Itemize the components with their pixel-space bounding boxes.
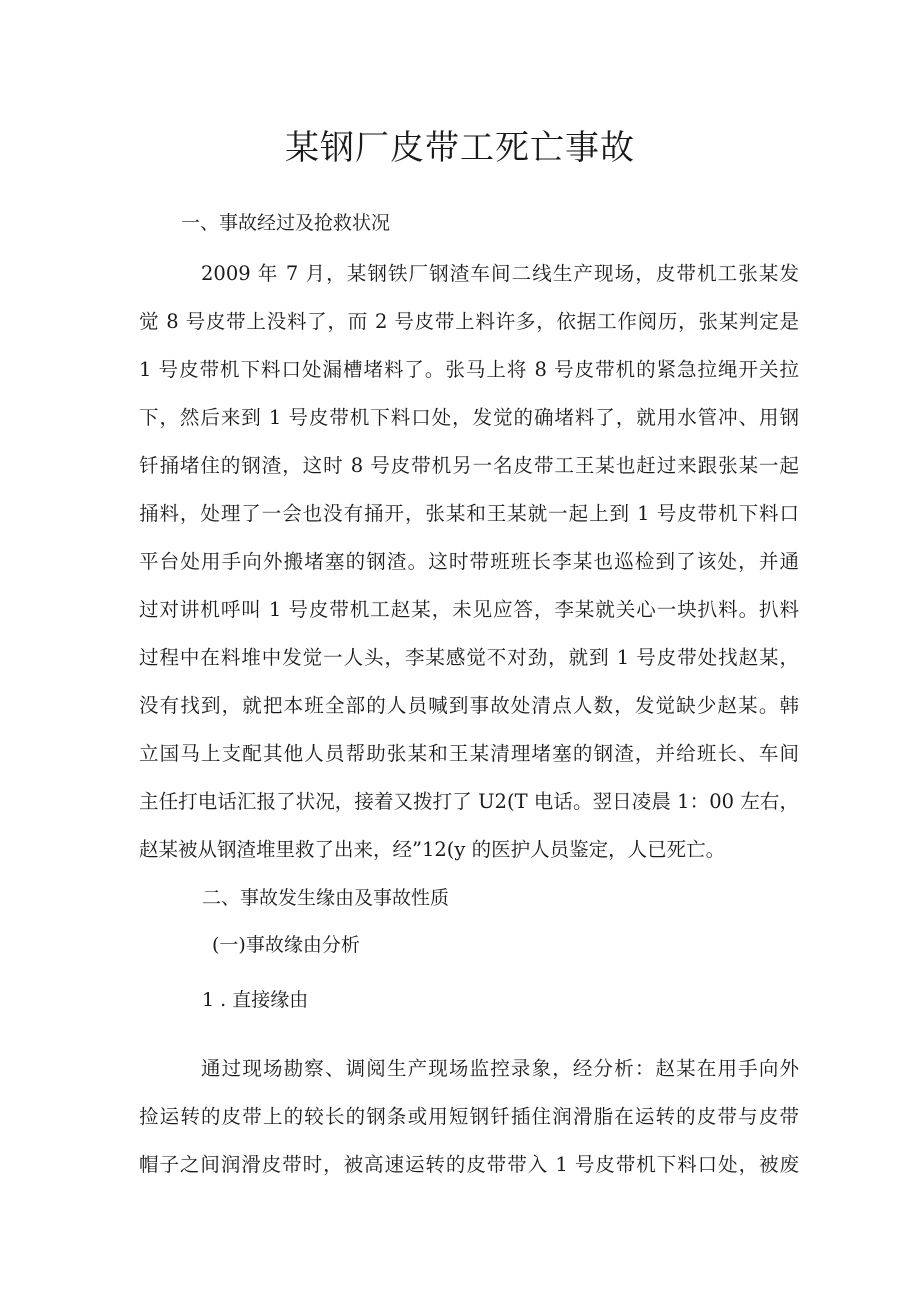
paragraph-line: 帽子之间润滑皮带时，被高速运转的皮带带入 1 号皮带机下料口处，被废 [139, 1153, 799, 1176]
paragraph-direct-cause [139, 1045, 799, 1189]
paragraph-line: 立国马上支配其他人员帮助张某和王某清理堵塞的钢渣，并给班长、车间 [139, 742, 799, 765]
paragraph-line: 下，然后来到 1 号皮带机下料口处，发觉的确堵料了，就用水管冲、用钢 [139, 406, 799, 429]
paragraph-line: 过对讲机呼叫 1 号皮带机工赵某，未见应答，李某就关心一块扒料。扒料 [139, 598, 799, 621]
paragraph-line: 捅料，处理了一会也没有捅开，张某和王某就一起上到 1 号皮带机下料口 [139, 502, 799, 525]
paragraph-line: 捡运转的皮带上的较长的钢条或用短钢钎插住润滑脂在运转的皮带与皮带 [139, 1105, 799, 1128]
subsection-heading-cause-analysis: (一)事故缘由分析 [212, 934, 360, 956]
paragraph-line: 赵某被从钢渣堆里救了出来，经”12(y 的医护人员鉴定，人已死亡。 [139, 838, 726, 861]
paragraph-accident-process [139, 250, 799, 874]
paragraph-line: 平台处用手向外搬堵塞的钢渣。这时带班班长李某也巡检到了该处，并通 [139, 550, 799, 573]
section-heading-accident-cause: 二、事故发生缘由及事故性质 [202, 887, 450, 909]
paragraph-line: 1 号皮带机下料口处漏槽堵料了。张马上将 8 号皮带机的紧急拉绳开关拉 [139, 358, 799, 381]
paragraph-line: 钎捅堵住的钢渣，这时 8 号皮带机另一名皮带工王某也赶过来跟张某一起 [139, 454, 799, 477]
document-title: 某钢厂皮带工死亡事故 [285, 128, 635, 168]
section-heading-accident-process: 一、事故经过及抢救状况 [181, 212, 391, 234]
paragraph-line: 没有找到，就把本班全部的人员喊到事故处清点人数，发觉缺少赵某。韩 [139, 694, 799, 717]
paragraph-line: 觉 8 号皮带上没料了，而 2 号皮带上料许多，依据工作阅历，张某判定是 [139, 310, 799, 333]
paragraph-line: 通过现场勘察、调阅生产现场监控录象，经分析：赵某在用手向外 [201, 1057, 799, 1080]
item-heading-direct-cause: 1 . 直接缘由 [202, 989, 309, 1011]
paragraph-line: 2009 年 7 月，某钢铁厂钢渣车间二线生产现场，皮带机工张某发 [201, 262, 799, 285]
paragraph-line: 过程中在料堆中发觉一人头，李某感觉不对劲，就到 1 号皮带处找赵某， [139, 646, 799, 669]
paragraph-line: 主任打电话汇报了状况，接着又拨打了 U2(T 电话。翌日凌晨 1：00 左右， [139, 790, 799, 813]
